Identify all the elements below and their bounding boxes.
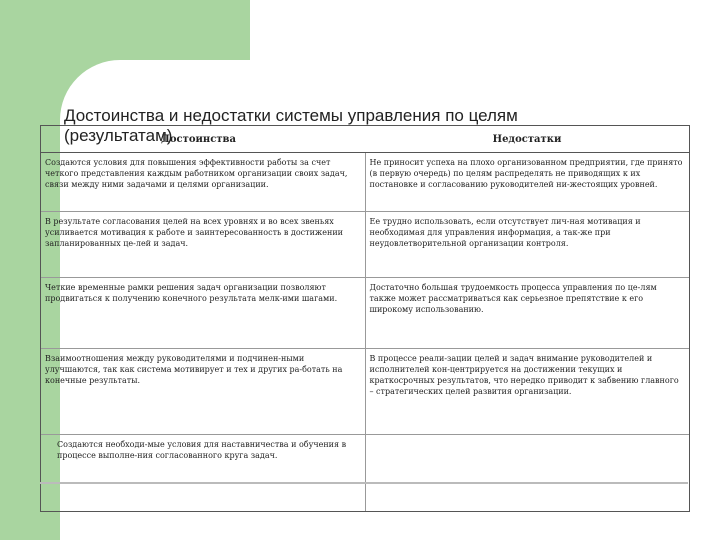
table-bottom-shadow — [40, 482, 688, 484]
disadvantage-cell: Достаточно большая трудоемкость процесса управления по це-лям также может рассматриваться как серьезное препятствие к его широкому использованию. — [365, 278, 689, 349]
header-advantages: Достоинства — [41, 126, 365, 153]
slide-title — [64, 106, 664, 146]
slide-title-line1: Достоинства и недостатки системы управления по целям — [64, 106, 518, 125]
disadvantage-cell — [365, 435, 689, 512]
advantage-cell: В результате согласования целей на всех уровнях и во всех звеньях усиливается мотивация к работе и заинтересованность в достижении запланированных це-лей и задач. — [41, 212, 365, 278]
table-row — [41, 435, 689, 512]
advantage-cell: Создаются условия для повышения эффективности работы за счет четкого представления каждым работником организации своих задач, связи между ними задачами и целями организации. — [41, 153, 365, 212]
comparison-table — [40, 125, 690, 512]
advantage-cell: Взаимоотношения между руководителями и подчинен-ными улучшаются, так как система мотивирует и тех и других ра-ботать на конечные результаты. — [41, 349, 365, 435]
disadvantage-cell: В процессе реали-зации целей и задач внимание руководителей и исполнителей кон-центрируется на достижении текущих и краткосрочных результатов, что нередко приводит к забвению главного – стратегических целей развития организации. — [365, 349, 689, 435]
header-disadvantages: Недостатки — [365, 126, 689, 153]
disadvantage-cell: Не приносит успеха на плохо организованном предприятии, где принято (в первую очередь) по целям распределять не приводящих к их постановке и согласованию руководителей ни-жестоящих уровней. — [365, 153, 689, 212]
table-row — [41, 153, 689, 212]
table-row — [41, 212, 689, 278]
advantage-cell: Четкие временные рамки решения задач организации позволяют продвигаться к получению конечного результата мелк-ими шагами. — [41, 278, 365, 349]
advantage-cell: Создаются необходи-мые условия для наставничества и обучения в процессе выполне-ния согласованного круга задач. — [41, 435, 365, 512]
table-row — [41, 278, 689, 349]
slide-title-line2: (результатам) — [64, 126, 173, 145]
disadvantage-cell: Ее трудно использовать, если отсутствует лич-ная мотивация и необходимая для управления информация, а так-же при неудовлетворительной организации контроля. — [365, 212, 689, 278]
table-row — [41, 349, 689, 435]
